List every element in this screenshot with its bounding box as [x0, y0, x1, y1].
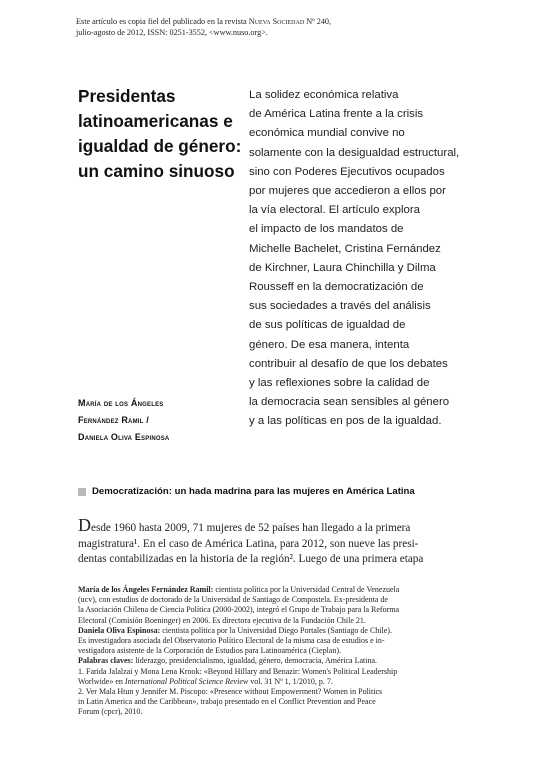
section-heading [78, 486, 498, 497]
footnote-line: (ucv), con estudios de doctorado de la Universidad de Santiago de Compostela. Ex-presidenta de [78, 595, 388, 605]
abstract-line: Rousseff en la democratización de [249, 281, 424, 294]
notice-prefix: Este artículo es copia fiel del publicado en la revista [76, 17, 247, 26]
body-text [78, 515, 498, 568]
abstract-line: sino con Poderes Ejecutivos ocupados [249, 165, 445, 178]
abstract-line: y a las políticas en pos de la igualdad. [249, 415, 442, 428]
copyright-notice [76, 16, 406, 38]
fn1-journal: International Political Science Review [124, 676, 249, 686]
fn1-b: Worlwide» en [78, 676, 123, 686]
abstract-line: género. De esa manera, intenta [249, 338, 410, 351]
footnote-line [78, 677, 498, 687]
author2-bio-1: cientista política por la Universidad Diego Portales (Santiago de Chile). [162, 625, 392, 635]
abstract-line: Michelle Bachelet, Cristina Fernández [249, 242, 441, 255]
abstract-line: de sus políticas de igualdad de [249, 319, 406, 332]
author-line: María de los Ángeles [78, 398, 164, 408]
footnote-line: Forum (cpcr), 2010. [78, 707, 143, 717]
footnote-line: 1. Farida Jalalzai y Mona Lena Krook: «Beyond Hillary and Benazir: Women's Political Leadership [78, 666, 398, 676]
footnote-line: in Latin America and the Caribbean», trabajo presentado en el Conflict Prevention and Peace [78, 697, 376, 707]
section-heading-text: Democratización: un hada madrina para las mujeres en América Latina [92, 486, 415, 497]
footnote-line [78, 626, 498, 636]
notice-number: Nº 240, [306, 17, 332, 26]
keywords: liderazgo, presidencialismo, igualdad, género, democracia, América Latina. [135, 656, 378, 666]
abstract-line: y las reflexiones sobre la calidad de [249, 377, 430, 390]
body-line: dentas contabilizadas en la historia de la región². Luego de una primera etapa [78, 553, 424, 565]
author2-name: Daniela Oliva Espinosa: [78, 625, 161, 635]
authors-block [78, 395, 253, 446]
abstract-line: de América Latina frente a la crisis [249, 108, 424, 121]
notice-line2: julio-agosto de 2012, ISSN: 0251-3552, <www.nuso.org>. [76, 28, 268, 37]
body-line: magistratura¹. En el caso de América Latina, para 2012, son nueve las presi- [78, 537, 419, 550]
keywords-label: Palabras claves: [78, 656, 134, 666]
fn1-c: vol. 31 Nº 1, 1/2010, p. 7. [250, 676, 333, 686]
footnotes [78, 585, 498, 718]
abstract-line: sus sociedades a través del análisis [249, 300, 431, 313]
author-line: Fernández Ramil / [78, 415, 149, 425]
abstract-line: la vía electoral. El artículo explora [249, 204, 420, 217]
section-bullet-icon [78, 488, 86, 496]
author1-name: María de los Ángeles Fernández Ramil: [78, 585, 214, 594]
abstract-line: de Kirchner, Laura Chinchilla y Dilma [249, 261, 436, 274]
footnote-line: Es investigadora asociada del Observatorio Político Electoral de la misma casa de estudios e in- [78, 636, 385, 646]
body-line-1-text: esde 1960 hasta 2009, 71 mujeres de 52 países han llegado a la primera [91, 522, 411, 534]
article-title: Presidentas latinoamericanas e igualdad de género: un camino sinuoso [78, 86, 242, 181]
abstract-line: la democracia sean sensibles al género [249, 396, 450, 409]
footnote-line [78, 585, 498, 595]
footnote-line [78, 656, 498, 666]
footnote-line: 2. Ver Mala Htun y Jennifer M. Piscopo: «Presence without Empowerment? Women in Politics [78, 687, 383, 697]
footnote-line: vestigadora asistente de la Corporación de Estudios para Latinoamérica (Cieplan). [78, 646, 342, 656]
abstract-line: económica mundial convive no [249, 127, 405, 140]
abstract [249, 86, 494, 432]
drop-cap: D [78, 515, 91, 535]
abstract-line: el impacto de los mandatos de [249, 223, 404, 236]
abstract-line: por mujeres que accedieron a ellos por [249, 185, 446, 198]
footnote-line: Electoral (Comisión Boeninger) en 2006. Es directora ejecutiva de la Fundación Chile 21. [78, 615, 366, 625]
abstract-line: La solidez económica relativa [249, 89, 399, 101]
author1-bio-1: cientista política por la Universidad Central de Venezuela [215, 585, 400, 594]
body-line [78, 515, 498, 537]
author-line: Daniela Oliva Espinosa [78, 432, 170, 442]
footnote-line: la Asociación Chilena de Ciencia Política (2000-2002), integró el Grupo de Trabajo para la Reforma [78, 605, 400, 615]
notice-journal: Nueva Sociedad [248, 17, 305, 26]
abstract-line: solamente con la desigualdad estructural, [249, 146, 460, 159]
abstract-line: contribuir al desafío de que los debates [249, 357, 448, 370]
